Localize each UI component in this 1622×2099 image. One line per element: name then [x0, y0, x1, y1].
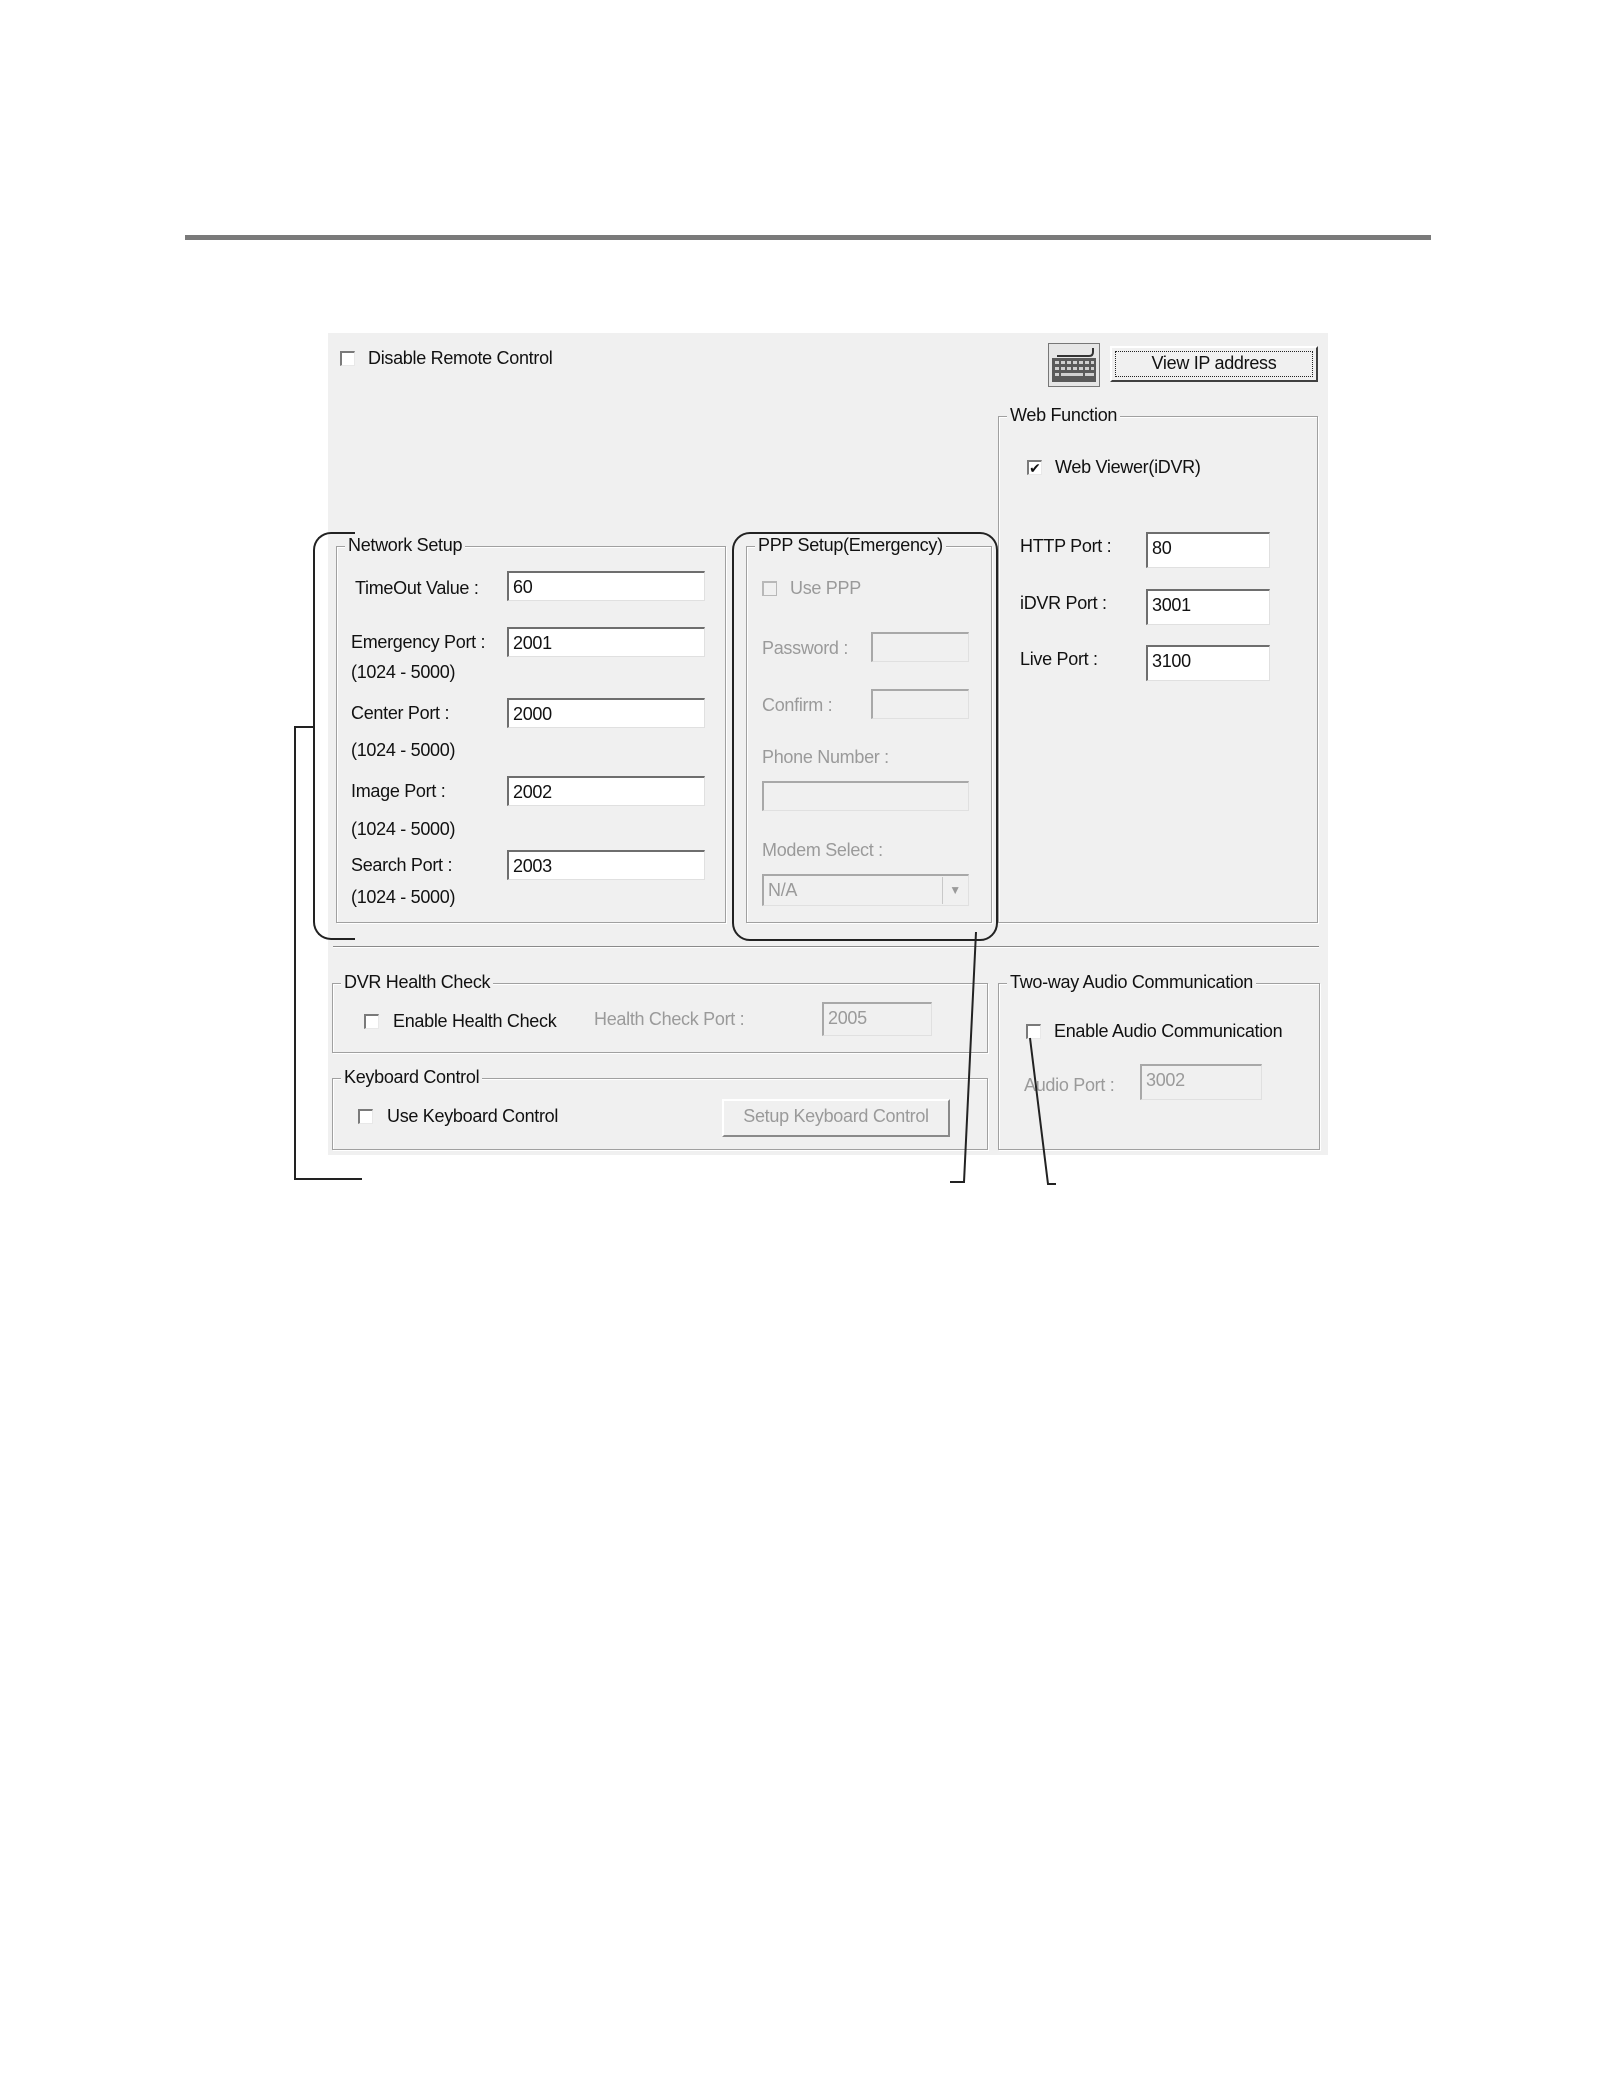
network-callout-leader: [294, 726, 296, 1180]
modem-select-value: N/A: [768, 880, 798, 900]
idvr-port-input[interactable]: 3001: [1146, 589, 1270, 625]
phone-number-label: Phone Number :: [762, 747, 889, 767]
web-function-title: Web Function: [1007, 405, 1120, 426]
ppp-callout-leader: [940, 930, 980, 1186]
center-port-input[interactable]: 2000: [507, 698, 705, 728]
use-keyboard-control-checkbox[interactable]: [358, 1109, 373, 1124]
dvr-health-check-title: DVR Health Check: [341, 972, 493, 993]
ppp-setup-title: PPP Setup(Emergency): [755, 535, 946, 556]
keyboard-icon[interactable]: [1048, 343, 1100, 387]
audio-port-input[interactable]: 3002: [1140, 1064, 1262, 1100]
center-port-range: (1024 - 5000): [351, 740, 456, 760]
modem-select-label: Modem Select :: [762, 840, 883, 860]
view-ip-address-button[interactable]: View IP address: [1110, 346, 1318, 382]
audio-callout-leader: [1026, 1036, 1066, 1188]
health-check-port-input[interactable]: 2005: [822, 1002, 932, 1036]
timeout-input[interactable]: 60: [507, 571, 705, 601]
web-viewer-checkbox[interactable]: ✔: [1027, 460, 1042, 475]
ppp-password-label: Password :: [762, 638, 849, 658]
audio-port-label: Audio Port :: [1024, 1075, 1115, 1095]
enable-health-check-label: Enable Health Check: [393, 1011, 557, 1031]
search-port-input[interactable]: 2003: [507, 850, 705, 880]
live-port-label: Live Port :: [1020, 649, 1098, 669]
search-port-label: Search Port :: [351, 855, 453, 875]
web-viewer-label: Web Viewer(iDVR): [1055, 457, 1201, 477]
live-port-input[interactable]: 3100: [1146, 645, 1270, 681]
center-port-label: Center Port :: [351, 703, 450, 723]
setup-keyboard-control-button[interactable]: Setup Keyboard Control: [722, 1099, 950, 1137]
timeout-label: TimeOut Value :: [355, 578, 479, 598]
keyboard-control-title: Keyboard Control: [341, 1067, 482, 1088]
network-setup-title: Network Setup: [345, 535, 465, 556]
network-setup-callout-bracket: [313, 532, 355, 940]
enable-health-check-checkbox[interactable]: [364, 1014, 379, 1029]
idvr-port-label: iDVR Port :: [1020, 593, 1107, 613]
emergency-port-input[interactable]: 2001: [507, 627, 705, 657]
health-check-port-label: Health Check Port :: [594, 1009, 745, 1029]
http-port-input[interactable]: 80: [1146, 532, 1270, 568]
http-port-label: HTTP Port :: [1020, 536, 1112, 556]
ppp-confirm-label: Confirm :: [762, 695, 833, 715]
network-callout-leader-foot: [294, 1178, 362, 1180]
chevron-down-icon[interactable]: ▼: [942, 877, 967, 904]
image-port-range: (1024 - 5000): [351, 819, 456, 839]
image-port-label: Image Port :: [351, 781, 446, 801]
use-ppp-label: Use PPP: [790, 578, 861, 598]
network-callout-tick: [294, 726, 314, 728]
use-keyboard-control-label: Use Keyboard Control: [387, 1106, 559, 1126]
search-port-range: (1024 - 5000): [351, 887, 456, 907]
ppp-setup-callout-box: [732, 532, 998, 941]
image-port-input[interactable]: 2002: [507, 776, 705, 806]
disable-remote-control-label: Disable Remote Control: [368, 348, 553, 368]
section-separator: [333, 946, 1319, 948]
enable-audio-label: Enable Audio Communication: [1054, 1021, 1283, 1041]
page-header-rule: [185, 235, 1431, 240]
emergency-port-range: (1024 - 5000): [351, 662, 456, 682]
two-way-audio-title: Two-way Audio Communication: [1007, 972, 1256, 993]
disable-remote-control-checkbox[interactable]: [340, 351, 355, 366]
emergency-port-label: Emergency Port :: [351, 632, 486, 652]
